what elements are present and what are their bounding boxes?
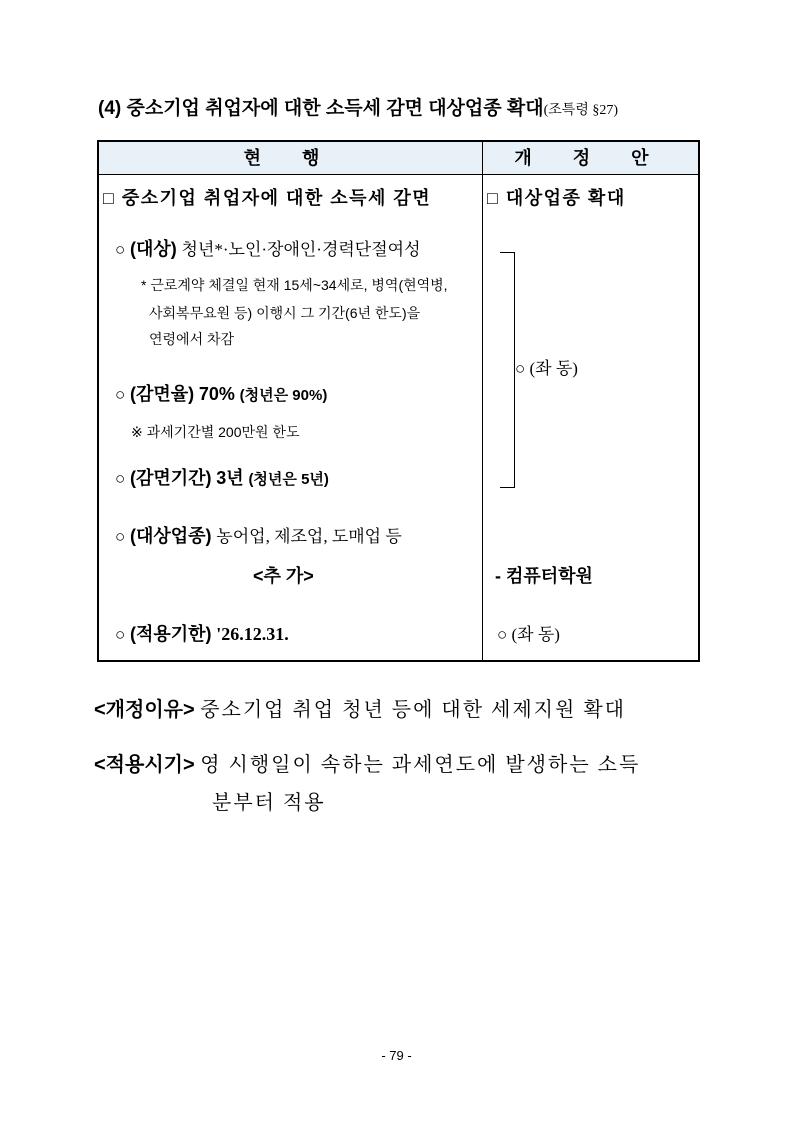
header-current: 현 행 (243, 148, 338, 168)
rate-note: ※ 과세기간별 200만원 한도 (131, 424, 300, 440)
industry-label: (대상업종) (130, 526, 212, 546)
bullet: ○ (115, 240, 126, 259)
section-title (98, 93, 618, 120)
apply-text-line-2: 분부터 적용 (212, 792, 326, 814)
footnote-line-1: * 근로계약 체결일 현재 15세~34세로, 병역(현역병, (141, 277, 448, 293)
bullet: ○ (115, 385, 126, 404)
current-section-heading: □ 중소기업 취업자에 대한 소득세 감면 (103, 188, 432, 208)
period-value: 3년 (216, 468, 244, 488)
table-header (99, 142, 698, 175)
same-as-current-2: ○ (좌 동) (497, 625, 560, 644)
proposed-section-heading: □ 대상업종 확대 (487, 188, 626, 208)
section-title-ref: (조특령 §27) (543, 103, 619, 118)
period-label: (감면기간) (130, 468, 212, 488)
target-row (115, 235, 421, 261)
deadline-row (115, 620, 289, 646)
footnote-line-2: 사회복무요원 등) 이행시 그 기간(6년 한도)을 (149, 305, 421, 321)
reason-paragraph (94, 693, 626, 722)
page-number: - 79 - (381, 1048, 412, 1063)
target-text: 청년*·노인·장애인·경력단절여성 (181, 240, 421, 259)
apply-label: <적용시기> (94, 754, 195, 776)
reason-text: 중소기업 취업 청년 등에 대한 세제지원 확대 (200, 699, 626, 721)
bullet: ○ (115, 527, 126, 546)
comparison-table (97, 140, 700, 662)
add-marker: <추 가> (253, 566, 314, 586)
header-proposed: 개 정 안 (514, 148, 667, 168)
new-industry: - 컴퓨터학원 (495, 566, 593, 586)
bracket-marker (500, 252, 515, 488)
same-as-current-1: ○ (좌 동) (515, 359, 578, 378)
column-divider (482, 142, 483, 660)
rate-youth: (청년은 90%) (239, 387, 328, 404)
period-row (115, 464, 329, 490)
industry-text: 농어업, 제조업, 도매업 등 (216, 527, 402, 546)
apply-text-line-1: 영 시행일이 속하는 과세연도에 발생하는 소득 (200, 754, 641, 776)
rate-row (115, 380, 327, 406)
rate-value: 70% (198, 384, 235, 404)
rate-label: (감면율) (130, 384, 195, 404)
deadline-label: (적용기한) (130, 624, 212, 644)
target-label: (대상) (130, 239, 177, 259)
deadline-value: '26.12.31. (216, 624, 289, 644)
industry-row (115, 522, 402, 548)
bullet: ○ (115, 625, 126, 644)
apply-paragraph-cont (212, 786, 326, 815)
apply-paragraph (94, 748, 640, 777)
bullet: ○ (115, 469, 126, 488)
reason-label: <개정이유> (94, 699, 195, 721)
period-youth: (청년은 5년) (248, 471, 329, 488)
section-title-main: (4) 중소기업 취업자에 대한 소득세 감면 대상업종 확대 (98, 98, 544, 119)
footnote-line-3: 연령에서 차감 (149, 331, 235, 347)
